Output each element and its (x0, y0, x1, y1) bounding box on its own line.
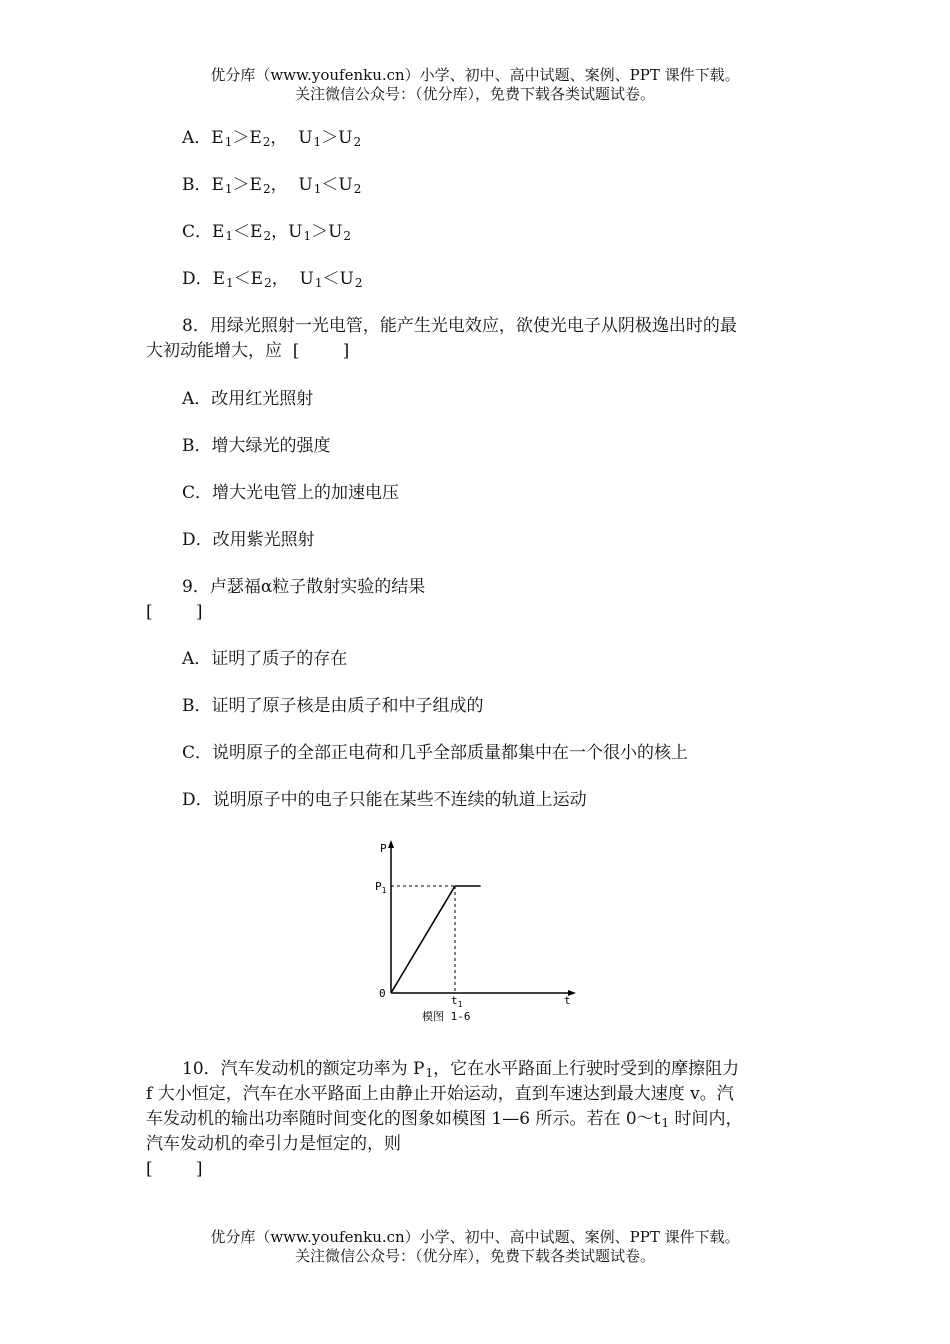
q7-option-b: B．E1＞E2， U1＜U2 (182, 175, 362, 196)
q8-option-a: A．改用红光照射 (182, 389, 314, 409)
q9-option-a: A．证明了质子的存在 (182, 649, 348, 669)
footer-line-2: 关注微信公众号：（优分库），免费下载各类试题试卷。 (294, 1247, 655, 1265)
figure-caption: 模图 1-6 (422, 1010, 471, 1023)
header-line-2: 关注微信公众号：（优分库），免费下载各类试题试卷。 (294, 85, 655, 103)
q10-answer-bracket: [ ] (146, 1159, 203, 1179)
power-ramp-line (391, 886, 455, 993)
origin-label: 0 (379, 987, 386, 1000)
page-header (0, 66, 950, 104)
q10-stem-line-4: 汽车发动机的牵引力是恒定的，则 (146, 1134, 401, 1154)
q8-option-b: B．增大绿光的强度 (182, 436, 331, 456)
y-axis-label: P (380, 842, 387, 855)
q9-option-c: C．说明原子的全部正电荷和几乎全部质量都集中在一个很小的核上 (182, 743, 689, 763)
footer-line-1: 优分库（www.youfenku.cn）小学、初中、高中试题、案例、PPT 课件下载。 (210, 1228, 740, 1246)
power-time-graph (370, 838, 585, 1028)
p1-label: $P_1$ (375, 880, 387, 895)
graph-svg (370, 838, 585, 1028)
q9-answer-bracket: [ ] (146, 602, 203, 622)
q7-option-d: D．E1＜E2， U1＜U2 (182, 269, 363, 290)
q7-option-c: C．E1＜E2，U1＞U2 (182, 222, 352, 243)
t1-label: $t_1$ (451, 994, 463, 1009)
q8-option-c: C．增大光电管上的加速电压 (182, 483, 400, 503)
q7-option-a: A．E1＞E2， U1＞U2 (182, 128, 362, 149)
q10-stem-line-1: 10．汽车发动机的额定功率为 P1，它在水平路面上行驶时受到的摩擦阻力 (182, 1059, 740, 1080)
q10-stem-line-3: 车发动机的输出功率随时间变化的图象如模图 1—6 所示。若在 0～t1 时间内， (146, 1109, 743, 1130)
x-axis-label: t (564, 994, 571, 1007)
q8-stem-line-1: 8．用绿光照射一光电管，能产生光电效应，欲使光电子从阴极逸出时的最 (182, 316, 737, 336)
q10-stem-line-2: f 大小恒定，汽车在水平路面上由静止开始运动，直到车速达到最大速度 v。汽 (146, 1084, 734, 1104)
header-line-1: 优分库（www.youfenku.cn）小学、初中、高中试题、案例、PPT 课件下载。 (210, 66, 740, 84)
q9-option-d: D．说明原子中的电子只能在某些不连续的轨道上运动 (182, 790, 587, 810)
q8-option-d: D．改用紫光照射 (182, 530, 315, 550)
q9-option-b: B．证明了原子核是由质子和中子组成的 (182, 696, 484, 716)
q9-stem-line-1: 9．卢瑟福α粒子散射实验的结果 (182, 577, 426, 597)
q8-stem-line-2: 大初动能增大，应 [ ] (146, 341, 350, 361)
y-axis-arrow (388, 840, 394, 848)
page-footer (0, 1228, 950, 1266)
